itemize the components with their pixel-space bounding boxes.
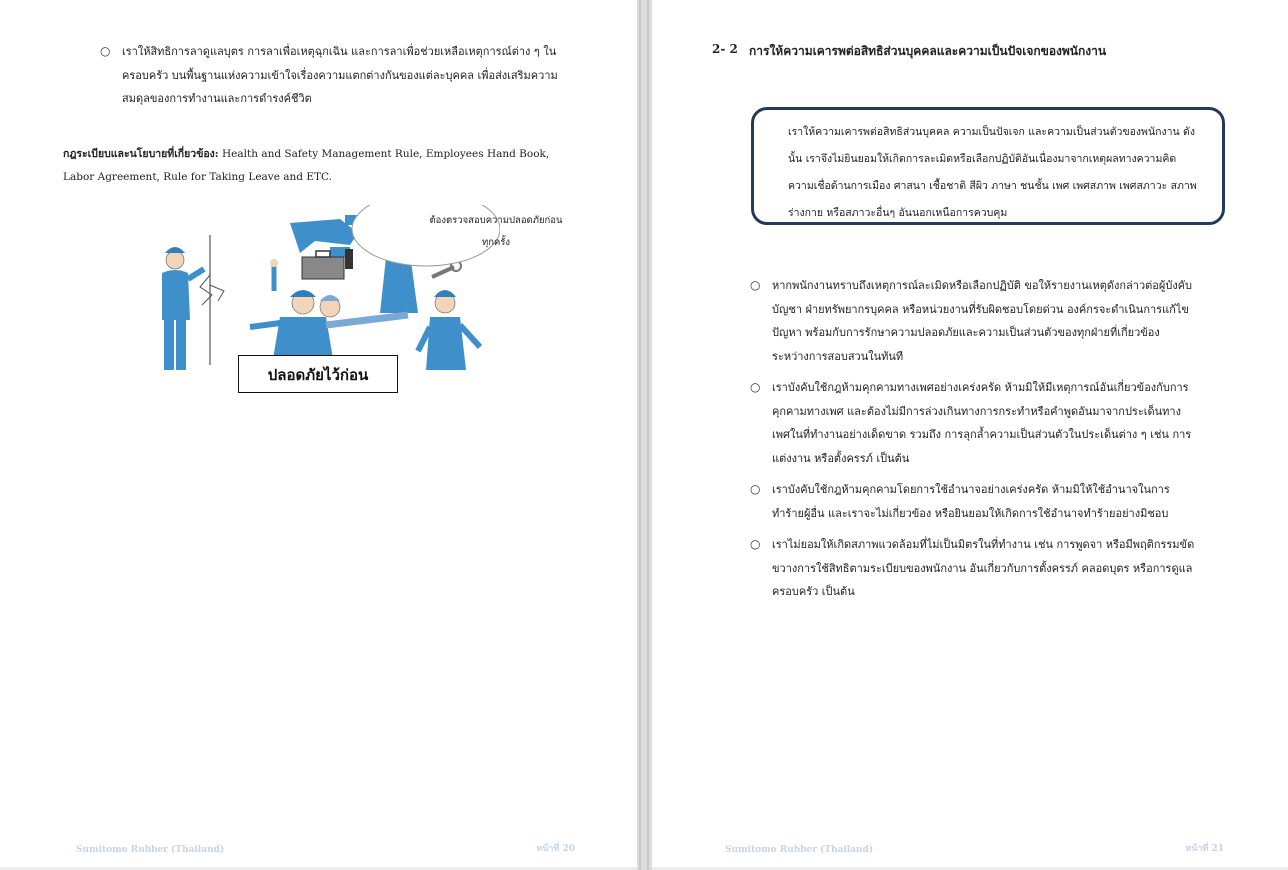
- worker-right-figure: [418, 290, 480, 370]
- list-item: [750, 376, 1195, 470]
- footer-page-number: หน้าที่ 21: [1185, 844, 1224, 854]
- section-heading: [712, 42, 1106, 61]
- list-item-text: เราบังคับใช้กฎห้ามคุกคามโดยการใช้อำนาจอย่างเคร่งครัด ห้ามมิให้ใช้อำนาจในการทำร้ายผู้อื่น และเราจะไม่เกี่ยวข้อง หรือยินยอมให้เกิดการใช้อำนาจทำร้ายอย่างมิชอบ: [772, 483, 1170, 520]
- worker-left-figure: [162, 247, 204, 370]
- bullet-circle: ○: [750, 380, 761, 394]
- section-number: 2- 2: [712, 42, 738, 56]
- bullet-circle: ○: [750, 482, 761, 496]
- wall-crack-icon: [200, 235, 224, 365]
- list-item: [750, 478, 1195, 525]
- intro-bullet-text: เราให้สิทธิการลาดูแลบุตร การลาเพื่อเหตุฉุกเฉิน และการลาเพื่อช่วยเหลือเหตุการณ์ต่าง ๆ ในครอบครัว บนพื้นฐานแห่งความเข้าใจเรื่องความแตกต่างกันของแต่ละบุคคล เพื่อส่งเสริมความสมดุลของการทำงานและการดำรงค์ชีวิต: [122, 45, 558, 105]
- document-page-20: [0, 0, 637, 867]
- related-rules: [63, 143, 553, 189]
- page-gap: [637, 0, 652, 870]
- rules-text: Health and Safety Management Rule, Employees Hand Book, Labor Agreement, Rule for Taking Leave and ETC.: [63, 148, 550, 183]
- list-item-text: เราไม่ยอมให้เกิดสภาพแวดล้อมที่ไม่เป็นมิตรในที่ทำงาน เช่น การพูดจา หรือมีพฤติกรรมขัดขวางการใช้สิทธิตามระเบียบของพนักงาน อันเกี่ยวกับการตั้งครรภ์ คลอดบุตร หรือการดูแลครอบครัว เป็นต้น: [772, 538, 1195, 598]
- bullet-circle: ○: [750, 537, 761, 551]
- document-page-21: [652, 0, 1288, 867]
- footer-company: Sumitomo Rubber (Thailand): [725, 845, 874, 855]
- policy-box: เราให้ความเคารพต่อสิทธิส่วนบุคคล ความเป็นปัจเจก และความเป็นส่วนตัวของพนักงาน ดังนั้น เราจึงไม่ยินยอมให้เกิดการละเมิดหรือเลือกปฏิบัติอันเนื่องมาจากเหตุผลทางความคิด ความเชื่อด้านการเมือง ศาสนา เชื้อชาติ สีผิว ภาษา ชนชั้น เพศ เพศสภาพ เพศสภาวะ สภาพร่างกาย หรือสภาวะอื่นๆ อันนอกเหนือการควบคุม: [751, 107, 1225, 225]
- list-item-text: หากพนักงานทราบถึงเหตุการณ์ละเมิดหรือเลือกปฏิบัติ ขอให้รายงานเหตุดังกล่าวต่อผู้บังคับบัญชา ฝ่ายทรัพยากรบุคคล หรือหน่วยงานที่รับผิดชอบโดยด่วน องค์กรจะดำเนินการแก้ไขปัญหา พร้อมกับการรักษาความปลอดภัยและความเป็นส่วนตัวของทุกฝ่ายที่เกี่ยวข้องระหว่างการสอบสวนในทันที: [772, 279, 1193, 363]
- intro-bullet: [100, 40, 580, 111]
- list-item-text: เราบังคับใช้กฎห้ามคุกคามทางเพศอย่างเคร่งครัด ห้ามมิให้มีเหตุการณ์อันเกี่ยวข้องกับการคุกคามทางเพศ และต้องไม่มีการล่วงเกินทางการกระทำหรือคำพูดอันมาจากประเด็นทางเพศในที่ทำงานอย่างเด็ดขาด รวมถึง การลุกล้ำความเป็นส่วนตัวในประเด็นต่าง ๆ เช่น การแต่งงาน หรือตั้งครรภ์ เป็นต้น: [772, 381, 1192, 465]
- speech-bubble-text: ต้องตรวจสอบความปลอดภัยก่อนทุกครั้ง: [429, 215, 563, 248]
- list-item: [750, 533, 1195, 604]
- rules-label: กฎระเบียบและนโยบายที่เกี่ยวข้อง:: [63, 148, 219, 160]
- footer-company: Sumitomo Rubber (Thailand): [76, 845, 225, 855]
- section-title: การให้ความเคารพต่อสิทธิส่วนบุคคลและความเป็นปัจเจกของพนักงาน: [749, 44, 1107, 58]
- footer-page-number: หน้าที่ 20: [536, 844, 575, 854]
- list-item: [750, 274, 1195, 368]
- safety-first-label: ปลอดภัยไว้ก่อน: [238, 355, 398, 393]
- bullet-circle: ○: [750, 278, 761, 292]
- bullet-circle: ○: [100, 44, 111, 58]
